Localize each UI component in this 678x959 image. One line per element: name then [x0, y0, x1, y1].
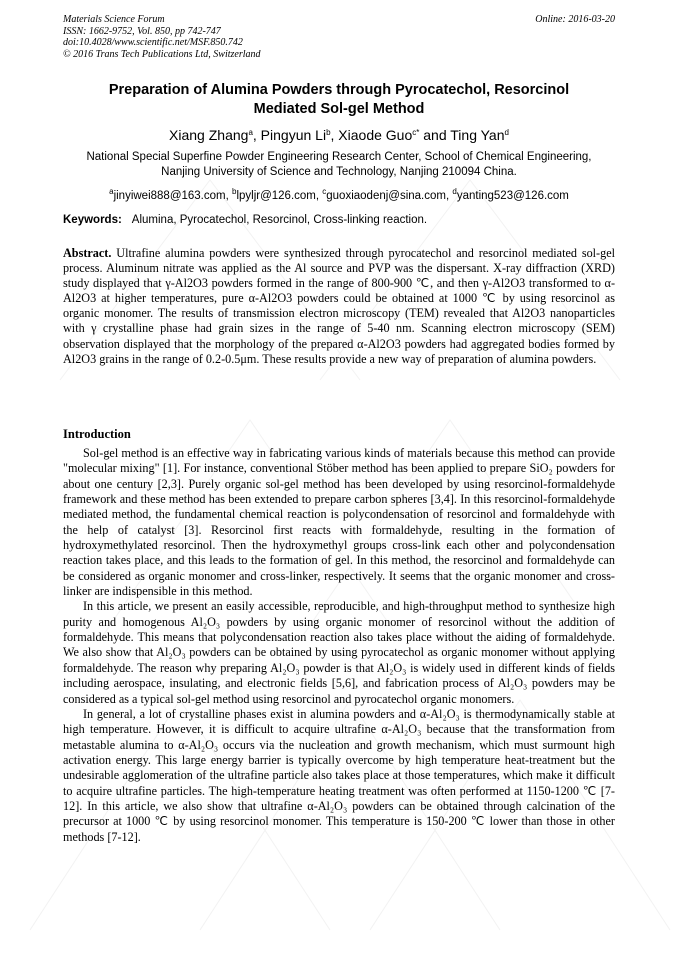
affiliation [63, 150, 615, 179]
email-mark: c [322, 187, 327, 196]
email-address[interactable]: guoxiaodenj@sina.com [326, 190, 446, 202]
abstract [63, 246, 615, 367]
body-paragraph: In general, a lot of crystalline phases exist in alumina powders and α-Al₂O₃ is thermodynamically stable at high temperature. However, it is difficult to acquire ultrafine α-Al₂O₃ because that the transformation from metastable alumina to α-Al₂O₃ occurs via the nucleation and growth mechanism, which must surmount high activation energy. This large energy barrier is typically overcome by high temperature heat-treatment but the undesirable agglomeration of the ultrafine particle also takes place at those temperatures, which make it difficult to acquire ultrafine particles. The high-temperature heating treatment was often performed at 1150-1200 ℃ [7-12]. In this article, we also show that ultrafine α-Al₂O₃ powders can be obtained through calcination of the precursor at 1000 ℃ by using resorcinol monomer. This temperature is 150-200 ℃ lower than those in other methods [7-12]. [63, 706, 615, 844]
email-address[interactable]: jinyiwei888@163.com [113, 190, 226, 202]
paper-title-line-2: Mediated Sol-gel Method [253, 101, 425, 117]
author-name: Xiaode Guo [338, 127, 413, 143]
journal-header [63, 14, 615, 60]
author-separator: , [330, 127, 339, 143]
journal-doi: doi:10.4028/www.scientific.net/MSF.850.742 [63, 37, 243, 48]
body-paragraph: Sol-gel method is an effective way in fabricating various kinds of materials because this method can provide "molecular mixing" [1]. For instance, conventional Stöber method has been applied to prepare SiO₂ powders for about one century [2,3]. Purely organic sol-gel method has been developed by using resorcinol-formaldehyde framework and these method has been extended to prepare carbon spheres [3,4]. In this resorcinol-formaldehyde mediated method, the fundamental chemical reaction is polycondensation of resorcinol and formaldehyde with the help of catalyst [3]. Resorcinol first reacts with formaldehyde, resulting in the formation of hydroxymethylated resorcinol. Then the hydroxymethyl groups cross-link each other and polycondensation reaction takes place, and this leads to the formation of gel. In this method, the resorcinol and formaldehyde can be considered as organic monomer and cross-linker, respectively. It seems that the organic monomer and cross-linker are indispensible in this method. [63, 446, 615, 599]
email-list [63, 185, 615, 203]
abstract-text: Ultrafine alumina powders were synthesized through pyrocatechol and resorcinol mediated sol-gel process. Aluminum nitrate was applied as the Al source and PVP was the dispersant. X-ray diffraction (XRD) study displayed that γ-Al2O3 powders formed in the range of 800-900 ℃, and then γ-Al2O3 transformed to α-Al2O3 at higher temperatures, pure α-Al2O3 powders could be obtained at 1000 ℃ by using resorcinol as organic monomer. The results of transmission electron microscopy (TEM) revealed that Al2O3 nanoparticles with γ crystalline phase had grain sizes in the range of 5-40 nm. Scanning electron microscopy (SEM) observation displayed that the morphology of the prepared α-Al2O3 powders had aggregated bodies formed by Al2O3 grains in the range of 0.2-0.5μm. These results provide a new way of preparation of alumina powders. [63, 246, 616, 366]
keywords-label: Keywords: [63, 214, 122, 226]
author-affiliation-mark: a [248, 128, 253, 137]
author-and: and [419, 127, 451, 143]
email-separator: , [315, 190, 323, 202]
journal-copyright: © 2016 Trans Tech Publications Ltd, Switzerland [63, 48, 261, 60]
introduction-heading: Introduction [63, 427, 131, 441]
email-mark: d [452, 187, 457, 196]
author-name: Ting Yan [450, 127, 505, 143]
author-list [63, 124, 615, 144]
author-name: Xiang Zhang [169, 127, 249, 143]
body-paragraph: In this article, we present an easily accessible, reproducible, and high-throughput method to synthesize high purity and homogenous Al₂O₃ powders by using organic monomer of resorcinol without the addition of formaldehyde. This means that polycondensation reaction also takes place without the aiding of formaldehyde. We also show that Al₂O₃ powders can be obtained by using pyrocatechol as organic monomer without applying formaldehyde. The reason why preparing Al₂O₃ powder is that Al₂O₃ is widely used in different kinds of fields including aerospace, insulating, and electronic fields [5,6], and fabrication process of Al₂O₃ powders may be considered as a typical sol-gel method using resorcinol and pyrocatechol organic monomers. [63, 599, 615, 706]
paper-title [63, 81, 615, 119]
author-separator: , [252, 127, 261, 143]
email-separator: , [445, 190, 453, 202]
journal-name: Materials Science Forum [63, 14, 165, 25]
author-affiliation-mark: d [504, 128, 509, 137]
affiliation-line-2: Nanjing University of Science and Technology, Nanjing 210094 China. [161, 165, 517, 178]
author-affiliation-mark: c* [412, 128, 420, 137]
abstract-label: Abstract. [63, 246, 112, 260]
email-mark: a [109, 187, 114, 196]
email-address[interactable]: yanting523@126.com [456, 190, 569, 202]
online-date: Online: 2016-03-20 [535, 14, 615, 25]
keywords-line [63, 213, 615, 227]
email-separator: , [225, 190, 232, 202]
affiliation-line-1: National Special Superfine Powder Engineering Research Center, School of Chemical Engineering, [86, 151, 592, 163]
email-address[interactable]: lpyljr@126.com [236, 190, 316, 202]
introduction-body [63, 446, 615, 845]
author-affiliation-mark: b [326, 128, 331, 137]
journal-issn: ISSN: 1662-9752, Vol. 850, pp 742-747 [63, 25, 221, 37]
author-name: Pingyun Li [260, 127, 327, 143]
email-mark: b [232, 187, 237, 196]
paper-title-line-1: Preparation of Alumina Powders through Pyrocatechol, Resorcinol [108, 82, 570, 98]
keywords-text: Alumina, Pyrocatechol, Resorcinol, Cross-linking reaction. [131, 214, 428, 226]
